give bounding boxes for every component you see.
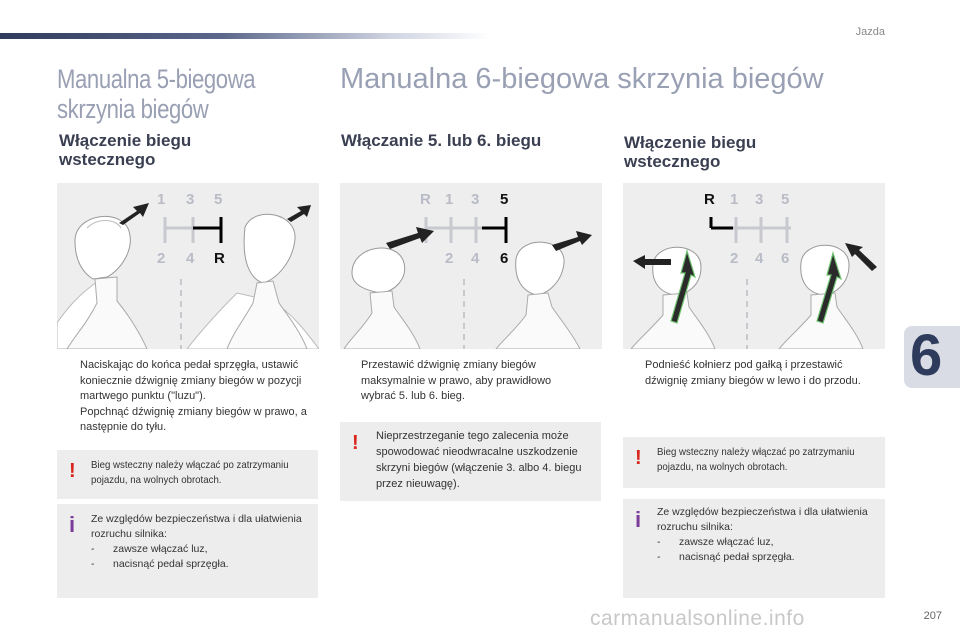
list-item: - zawsze włączać luz, — [91, 543, 208, 555]
col1-instructions — [60, 358, 322, 436]
gate-label: 4 — [755, 250, 764, 267]
list-item: Podnieść kołnierz pod gałką i przestawić dźwignię zmiany biegów w lewo i do przodu. — [625, 358, 877, 389]
header-bar — [0, 33, 490, 39]
warning-icon: ! — [635, 447, 642, 469]
gate-label: 5 — [781, 191, 790, 208]
col3-instructions — [625, 358, 877, 389]
list-item: - nacisnąć pedał sprzęgła. — [657, 551, 795, 563]
gate-label: 2 — [730, 250, 739, 267]
gate-label: 3 — [471, 191, 480, 208]
col2-illustration — [340, 183, 602, 349]
bullet-icon — [341, 358, 361, 405]
list-item: Naciskając do końca pedał sprzęgła, ustawić koniecznie dźwignię zmiany biegów w pozycji martwego punktu ("luzu"). — [60, 358, 322, 405]
watermark: carmanualsonline.info — [590, 607, 805, 630]
gate-label: 1 — [445, 191, 454, 208]
col3-heading: Włączenie biegu wstecznego — [624, 133, 757, 171]
section-label: Jazda — [855, 26, 885, 38]
gate-label: 3 — [186, 191, 195, 208]
gate-label: R — [704, 191, 715, 208]
gate-label: 4 — [186, 250, 195, 267]
gate-label: 2 — [445, 250, 454, 267]
gearstick-5-speed-drawing — [57, 183, 319, 349]
col2-instructions — [341, 358, 587, 405]
col1-illustration — [57, 183, 319, 349]
warning-icon: ! — [352, 432, 359, 454]
list-item: - nacisnąć pedał sprzęgła. — [91, 558, 229, 570]
col3-warning-box: ! Bieg wsteczny należy włączać po zatrzymaniu pojazdu, na wolnych obrotach. — [623, 437, 885, 488]
info-icon: i — [635, 507, 642, 532]
gate-label: 4 — [471, 250, 480, 267]
chapter-tab: 6 — [904, 326, 960, 388]
col2-heading: Włączanie 5. lub 6. biegu — [341, 131, 542, 150]
title-5-speed: Manualna 5-biegowa skrzynia biegów — [57, 64, 256, 124]
warning-icon: ! — [69, 460, 76, 482]
col3-info-box: i Ze względów bezpieczeństwa i dla ułatwienia rozruchu silnika: - zawsze włączać luz, - nacisnąć pedał sprzęgła. — [623, 499, 885, 598]
gate-label: R — [420, 191, 431, 208]
gearstick-6-speed-drawing — [340, 183, 602, 349]
gate-label: 2 — [157, 250, 166, 267]
list-item: - zawsze włączać luz, — [657, 536, 774, 548]
gate-label: 6 — [781, 250, 790, 267]
title-6-speed: Manualna 6-biegowa skrzynia biegów — [340, 63, 824, 95]
col2-warning-box: ! Nieprzestrzeganie tego zalecenia może spowodować nieodwracalne uszkodzenie skrzyni biegów (włączenie 3. albo 4. biegu przez nieuwagę). — [340, 422, 601, 501]
col3-illustration — [623, 183, 885, 349]
gearstick-reverse-drawing — [623, 183, 885, 349]
bullet-icon — [60, 405, 80, 436]
page-number: 207 — [923, 610, 942, 622]
info-icon: i — [69, 512, 76, 537]
bullet-icon — [625, 358, 645, 389]
list-item: Popchnąć dźwignię zmiany biegów w prawo, a następnie do tyłu. — [60, 405, 322, 436]
list-item: Przestawić dźwignię zmiany biegów maksymalnie w prawo, aby prawidłowo wybrać 5. lub 6. bieg. — [341, 358, 587, 405]
gate-label: R — [214, 250, 225, 267]
gate-label: 3 — [755, 191, 764, 208]
col1-info-box: i Ze względów bezpieczeństwa i dla ułatwienia rozruchu silnika: - zawsze włączać luz, - nacisnąć pedał sprzęgła. — [57, 504, 318, 598]
col1-warning-box: ! Bieg wsteczny należy włączać po zatrzymaniu pojazdu, na wolnych obrotach. — [57, 450, 318, 499]
bullet-icon — [60, 358, 80, 405]
gate-label: 5 — [500, 191, 509, 208]
gate-label: 1 — [730, 191, 739, 208]
col1-heading: Włączenie biegu wstecznego — [59, 131, 192, 169]
gate-label: 1 — [157, 191, 166, 208]
gate-label: 5 — [214, 191, 223, 208]
gate-label: 6 — [500, 250, 509, 267]
